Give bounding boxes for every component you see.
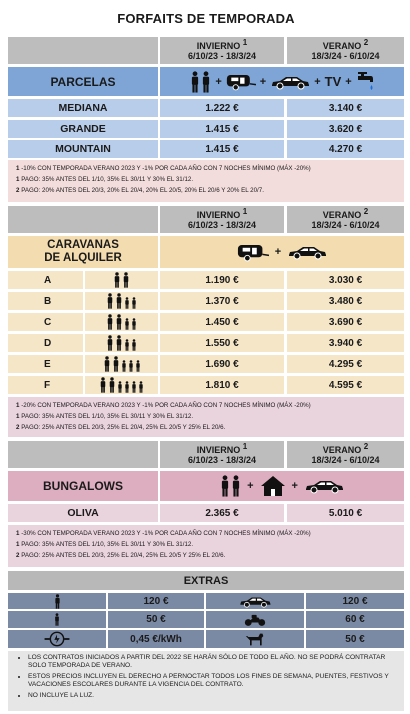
winter-price: 1.450 €: [205, 316, 239, 328]
extras-price: 120 €: [342, 595, 368, 607]
electricity-icon: [44, 631, 70, 647]
winter-price: 1.415 €: [205, 143, 239, 155]
person-icon: [106, 293, 114, 309]
car-icon: [304, 478, 344, 494]
footnote-item: • LOS CONTRATOS INICIADOS A PARTIR DEL 2022 SE HARÁN SÓLO DE TODO EL AÑO. NO SE PODRÁ CONTRATAR SOLO TEMPORADA DE VERANO.: [28, 654, 396, 671]
people-icons: [85, 292, 158, 310]
row-name: MEDIANA: [58, 102, 108, 114]
parcelas-label: PARCELAS: [50, 74, 116, 89]
plus-sign: +: [247, 480, 254, 492]
parcelas-includes: [160, 67, 404, 96]
season-summer-sup: 2: [363, 37, 369, 47]
row-name: GRANDE: [60, 123, 106, 135]
summer-price: 5.010 €: [328, 507, 363, 519]
plus-sign: +: [345, 75, 352, 88]
parcelas-header-blank: [8, 37, 158, 64]
note-line: 1 PAGO: 35% ANTES DEL 1/10, 35% EL 30/11 Y 30% EL 31/12.: [16, 413, 194, 420]
caravanas-header-blank: [8, 206, 158, 233]
tv-label: TV: [324, 74, 342, 89]
note-line: 1 -20% CON TEMPORADA VERANO 2023 Y -1% POR CADA AÑO CON 7 NOCHES MÍNIMO (MÁX -20%): [16, 402, 311, 409]
person-icon: [115, 314, 123, 330]
plus-sign: +: [259, 75, 267, 88]
caravanas-label-cell: [8, 236, 158, 268]
winter-price: 1.222 €: [205, 102, 239, 114]
extras-header: [8, 571, 404, 590]
caravanas-winter-header: INVIERNO 1 6/10/23 - 18/3/24: [160, 206, 284, 233]
summer-price-cell: [287, 355, 404, 373]
bungalow-row-oliva: [8, 504, 158, 522]
person-icon: [106, 314, 114, 330]
parcelas-summer-header: [287, 37, 404, 64]
caravan-row-name-cell: [8, 271, 83, 289]
extras-price-cell: [306, 593, 404, 609]
caravanas-label-line1: CARAVANAS: [47, 239, 119, 251]
note-line: 1 -10% CON TEMPORADA VERANO 2023 Y -1% POR CADA AÑO CON 7 NOCHES MÍNIMO (MÁX -20%): [16, 165, 311, 172]
summer-price: 3.690 €: [328, 316, 363, 328]
extras-price-cell: [306, 611, 404, 628]
extras-icon-cell: [8, 593, 106, 609]
parcela-row-name-cell: [8, 140, 158, 158]
caravanas-includes: [160, 236, 404, 268]
summer-price-cell: [287, 376, 404, 394]
winter-price-cell: [160, 271, 284, 289]
winter-price-cell: [160, 504, 284, 522]
plus-sign: +: [291, 480, 298, 492]
winter-price: 1.370 €: [205, 295, 239, 307]
winter-price-cell: [160, 355, 284, 373]
person-icon: [115, 293, 123, 309]
person-icon: [131, 318, 137, 330]
person-icon: [138, 381, 144, 393]
footnotes: [8, 651, 404, 711]
season-winter-sup: 1: [242, 37, 248, 47]
caravan-row-name-cell: [8, 292, 83, 310]
footnote-item: • NO INCLUYE LA LUZ.: [28, 692, 396, 700]
row-name: C: [44, 316, 52, 328]
note-line: 2 PAGO: 25% ANTES DEL 20/3, 25% EL 20/4, 25% EL 20/5 Y 25% EL 20/6.: [16, 424, 226, 431]
winter-price-cell: [160, 140, 284, 158]
parcela-row-name-cell: [8, 120, 158, 138]
extras-price-cell: [108, 593, 204, 609]
extras-price: 50 €: [345, 633, 365, 645]
winter-price: 1.810 €: [205, 379, 239, 391]
summer-price-cell: [287, 271, 404, 289]
parcelas-notes: [8, 160, 404, 202]
row-name: D: [44, 337, 52, 349]
extras-price-cell: [108, 611, 204, 628]
person-icon: [131, 381, 137, 393]
caravanas-label-line2: DE ALQUILER: [44, 252, 122, 264]
person-icon: [115, 335, 123, 351]
summer-price: 3.940 €: [328, 337, 363, 349]
summer-price-cell: [287, 292, 404, 310]
summer-price-cell: [287, 140, 404, 158]
people-icons: [85, 376, 158, 394]
house-icon: [260, 475, 286, 497]
caravan-row-name-cell: [8, 313, 83, 331]
row-name: MOUNTAIN: [55, 143, 111, 155]
extras-title: EXTRAS: [183, 574, 229, 587]
person-icon: [106, 335, 114, 351]
page-title: FORFAITS DE TEMPORADA: [117, 10, 295, 26]
note-line: 1 PAGO: 35% ANTES DEL 1/10, 35% EL 30/11 Y 30% EL 31/12.: [16, 541, 194, 548]
caravanas-notes: [8, 397, 404, 437]
caravan-row-name-cell: [8, 355, 83, 373]
winter-price-cell: [160, 334, 284, 352]
summer-price-cell: [287, 120, 404, 138]
summer-price: 3.030 €: [328, 274, 363, 286]
season-summer-label: VERANO: [322, 40, 362, 51]
summer-price: 3.480 €: [328, 295, 363, 307]
two-people-icon: [190, 71, 211, 93]
extras-icon-cell: [8, 630, 106, 648]
winter-price-cell: [160, 376, 284, 394]
person-icon: [54, 594, 61, 609]
bungalows-winter-header: INVIERNO 1 6/10/23 - 18/3/24: [160, 441, 284, 468]
plus-sign: +: [274, 246, 282, 258]
extras-icon-cell: [206, 593, 304, 609]
person-icon: [124, 297, 130, 309]
note-line: 2 PAGO: 25% ANTES DEL 20/3, 25% EL 20/4, 25% EL 20/5 Y 25% EL 20/6.: [16, 552, 226, 559]
extras-price: 60 €: [345, 614, 365, 625]
winter-price-cell: [160, 99, 284, 117]
season-winter-dates: 6/10/23 - 18/3/24: [187, 50, 257, 61]
season-winter-label: INVIERNO: [196, 40, 241, 51]
extras-price: 50 €: [146, 614, 166, 625]
caravanas-summer-header: VERANO 2 18/3/24 - 6/10/24: [287, 206, 404, 233]
person-icon: [108, 377, 116, 393]
extras-icon-cell: [206, 611, 304, 628]
row-name: A: [44, 274, 52, 286]
winter-price-cell: [160, 292, 284, 310]
person-icon: [112, 356, 120, 372]
winter-price-cell: [160, 120, 284, 138]
parcelas-label-cell: [8, 67, 158, 96]
summer-price: 4.295 €: [328, 358, 363, 370]
bungalows-includes: [160, 471, 404, 501]
note-line: 1 -30% CON TEMPORADA VERANO 2023 Y -1% POR CADA AÑO CON 7 NOCHES MÍNIMO (MÁX -20%): [16, 530, 311, 537]
winter-price: 1.550 €: [205, 337, 239, 349]
bungalows-label-cell: [8, 471, 158, 501]
caravan-row-name-cell: [8, 376, 83, 394]
row-name: E: [44, 358, 51, 370]
summer-price-cell: [287, 504, 404, 522]
person-icon: [131, 339, 137, 351]
summer-price-cell: [287, 313, 404, 331]
extras-price-cell: [108, 630, 204, 648]
person-icon: [117, 381, 123, 393]
footnote-item: • ESTOS PRECIOS INCLUYEN EL DERECHO A PERNOCTAR TODOS LOS FINES DE SEMANA, PUENTES, FESTIVOS Y VACACIONES ESCOLARES DURANTE LA VIGENCIA DEL CONTRATO.: [28, 673, 396, 690]
person-icon: [124, 381, 130, 393]
two-people-icon: [220, 475, 241, 497]
water-tap-icon: [356, 71, 374, 93]
person-icon: [124, 339, 130, 351]
bungalows-summer-header: VERANO 2 18/3/24 - 6/10/24: [287, 441, 404, 468]
row-name: F: [44, 379, 51, 391]
winter-price: 1.690 €: [205, 358, 239, 370]
bungalows-notes: [8, 525, 404, 567]
person-icon: [135, 360, 141, 372]
extras-price: 0,45 €/kWh: [130, 633, 182, 645]
car-icon: [287, 244, 327, 260]
people-icons: [85, 334, 158, 352]
winter-price: 1.190 €: [205, 274, 239, 286]
people-icons: [85, 271, 158, 289]
motorcycle-icon: [244, 613, 266, 627]
summer-price-cell: [287, 334, 404, 352]
person-icon: [99, 377, 107, 393]
summer-price: 3.620 €: [328, 123, 363, 135]
summer-price: 3.140 €: [328, 102, 363, 114]
summer-price: 4.595 €: [328, 379, 363, 391]
car-icon: [238, 595, 272, 608]
extras-price: 120 €: [143, 595, 169, 607]
person-icon: [122, 272, 130, 288]
caravan-row-name-cell: [8, 334, 83, 352]
winter-price-cell: [160, 313, 284, 331]
person-icon: [124, 318, 130, 330]
car-icon: [270, 74, 310, 90]
bungalows-label: BUNGALOWS: [43, 479, 123, 493]
extras-icon-cell: [8, 611, 106, 628]
child-icon: [54, 613, 60, 626]
plus-sign: +: [215, 75, 222, 88]
season-summer-dates: 18/3/24 - 6/10/24: [311, 50, 380, 61]
caravan-icon: [226, 73, 256, 91]
note-line: 2 PAGO: 20% ANTES DEL 20/3, 20% EL 20/4, 20% EL 20/5, 20% EL 20/6 Y 20% EL 20/7.: [16, 187, 264, 194]
bungalows-header-blank: [8, 441, 158, 468]
row-name: OLIVA: [67, 507, 99, 519]
summer-price-cell: [287, 99, 404, 117]
extras-price-cell: [306, 630, 404, 648]
person-icon: [121, 360, 127, 372]
person-icon: [113, 272, 121, 288]
person-icon: [131, 297, 137, 309]
dog-icon: [245, 632, 265, 647]
winter-price: 1.415 €: [205, 123, 239, 135]
people-icons: [85, 355, 158, 373]
parcelas-winter-header: [160, 37, 284, 64]
person-icon: [103, 356, 111, 372]
plus-sign: +: [314, 75, 321, 88]
people-icons: [85, 313, 158, 331]
parcela-row-name-cell: [8, 99, 158, 117]
extras-icon-cell: [206, 630, 304, 648]
note-line: 1 PAGO: 35% ANTES DEL 1/10, 35% EL 30/11 Y 30% EL 31/12.: [16, 176, 194, 183]
caravan-icon: [237, 243, 269, 262]
summer-price: 4.270 €: [328, 143, 363, 155]
person-icon: [128, 360, 134, 372]
row-name: B: [44, 295, 52, 307]
winter-price: 2.365 €: [205, 507, 239, 519]
